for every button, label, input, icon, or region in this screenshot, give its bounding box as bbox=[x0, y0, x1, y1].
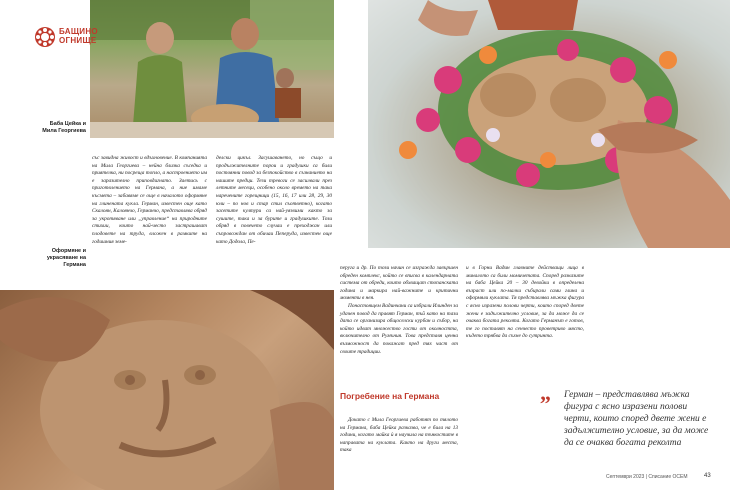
photo-women-shaping-doll bbox=[90, 0, 334, 138]
text-column-1 bbox=[92, 155, 207, 246]
caption-top-line-1: Баба Цейка и bbox=[49, 121, 86, 127]
logo-line-1: БАЩИНО bbox=[59, 27, 98, 36]
section-heading-burial: Погребение на Германа bbox=[340, 391, 440, 401]
caption-middle bbox=[24, 248, 86, 269]
column-2-paragraph: делски цикъл. Засушаването, но също и продължителните порои и градушки са били постоянни повод за безпокойство в съзнанието на нашите предци. Тези тревоги се засилвали през летните месеци, особено около времето на така наречените горещници (15, 16, 17 или 28, 29, 30 юли – по нов и стар стил съответно), когато засетите култури са най-уязвими както за сушите, така и за бурите и градушките. Този обряд в повечето случаи е преходжан или съпровождан от обичаи Пеперуда, известен още като Додола, Пе- bbox=[216, 155, 332, 245]
pull-quote: Герман – представлява мъжка фигура с ясно изразени полови черти, които според двете жени е задължително условие, за да може да се очаква богата реколта bbox=[564, 390, 709, 448]
page-number: 43 bbox=[704, 473, 711, 479]
footer-issue: Септември 2023 | Списание ОСЕМ bbox=[606, 474, 688, 480]
magazine-logo bbox=[34, 24, 104, 50]
text-column-3 bbox=[340, 265, 458, 356]
column-3-paragraph-2: Понастоящем Вадинчани са избрали Илинден за удачен повод да правят Герман, тъй като на тази дата се организира общоселски курбан и събор, на който идват множество гости от околността, включително от Румъния. Това представя ценна възможност да покажат пред тях част от своите традиции. bbox=[340, 302, 458, 355]
photo-doll-with-flowers bbox=[368, 0, 730, 248]
quote-mark: „ bbox=[540, 380, 551, 405]
column-1-paragraph: със завидна живост и вдъхновение. В компанията на Мила Георгиева – нейна близка съседка и приятелка, ни посреща топло, а настроението им е заразително приповдигнато. Заетись с приготвлението на Германа, а ние имаме късмета – забавяме се още в началото оформяне на глинената кукла. Герман, известен още като Скалоян, Калоянчо, Германчо, представлява обряд за укротяване или „управление“ на природните стихии, които най-често застрашават плодовете на труда, вложен в рамките на годишния земе- bbox=[92, 155, 208, 245]
text-column-3-continued bbox=[340, 417, 458, 455]
caption-middle-line-2: украсяване на bbox=[46, 255, 86, 261]
column-4-paragraph: и в Горни Вадин главните действащи лица в миналото са били момичетата. Според разказите на баба Цейка 20 – 30 девойки в определена възраст или по-малки събирали сами глина и оформяли куклата. Тя представлява мъжка фигура с ясно изразени полови черти, които според двете жени е задължително условие, за да може да се очаква богата реколта. Когато Германът е готов, те го поставят на сенчесто проветриво място, където трябва да съхне до сутринта. bbox=[466, 265, 584, 340]
logo-line-2: ОГНИЩЕ bbox=[59, 36, 97, 45]
text-column-4 bbox=[466, 265, 584, 341]
flower-logo-icon bbox=[34, 26, 56, 48]
photo-doll-face-closeup bbox=[0, 290, 334, 490]
text-column-2 bbox=[216, 155, 332, 246]
caption-middle-line-1: Оформяне и bbox=[51, 248, 86, 254]
caption-middle-line-3: Германа bbox=[63, 262, 86, 268]
caption-top bbox=[24, 121, 86, 135]
column-3-paragraph-1: перуга и др. По този начин се изгражда завършен обреден комплекс, който се вписва в календарната система от обреди, които обхващат стопанската година и маркира най-важните и критични моменти в нея. bbox=[340, 265, 458, 302]
caption-top-line-2: Мила Георгиева bbox=[42, 128, 86, 134]
column-3-paragraph-3: Докато с Мила Георгиева работят по тялото на Германа, баба Цейка разказва, че е била на 13 години, когато майка ѝ я научила на тънкостите в направата на куклата. Както на други места, така bbox=[340, 417, 458, 454]
